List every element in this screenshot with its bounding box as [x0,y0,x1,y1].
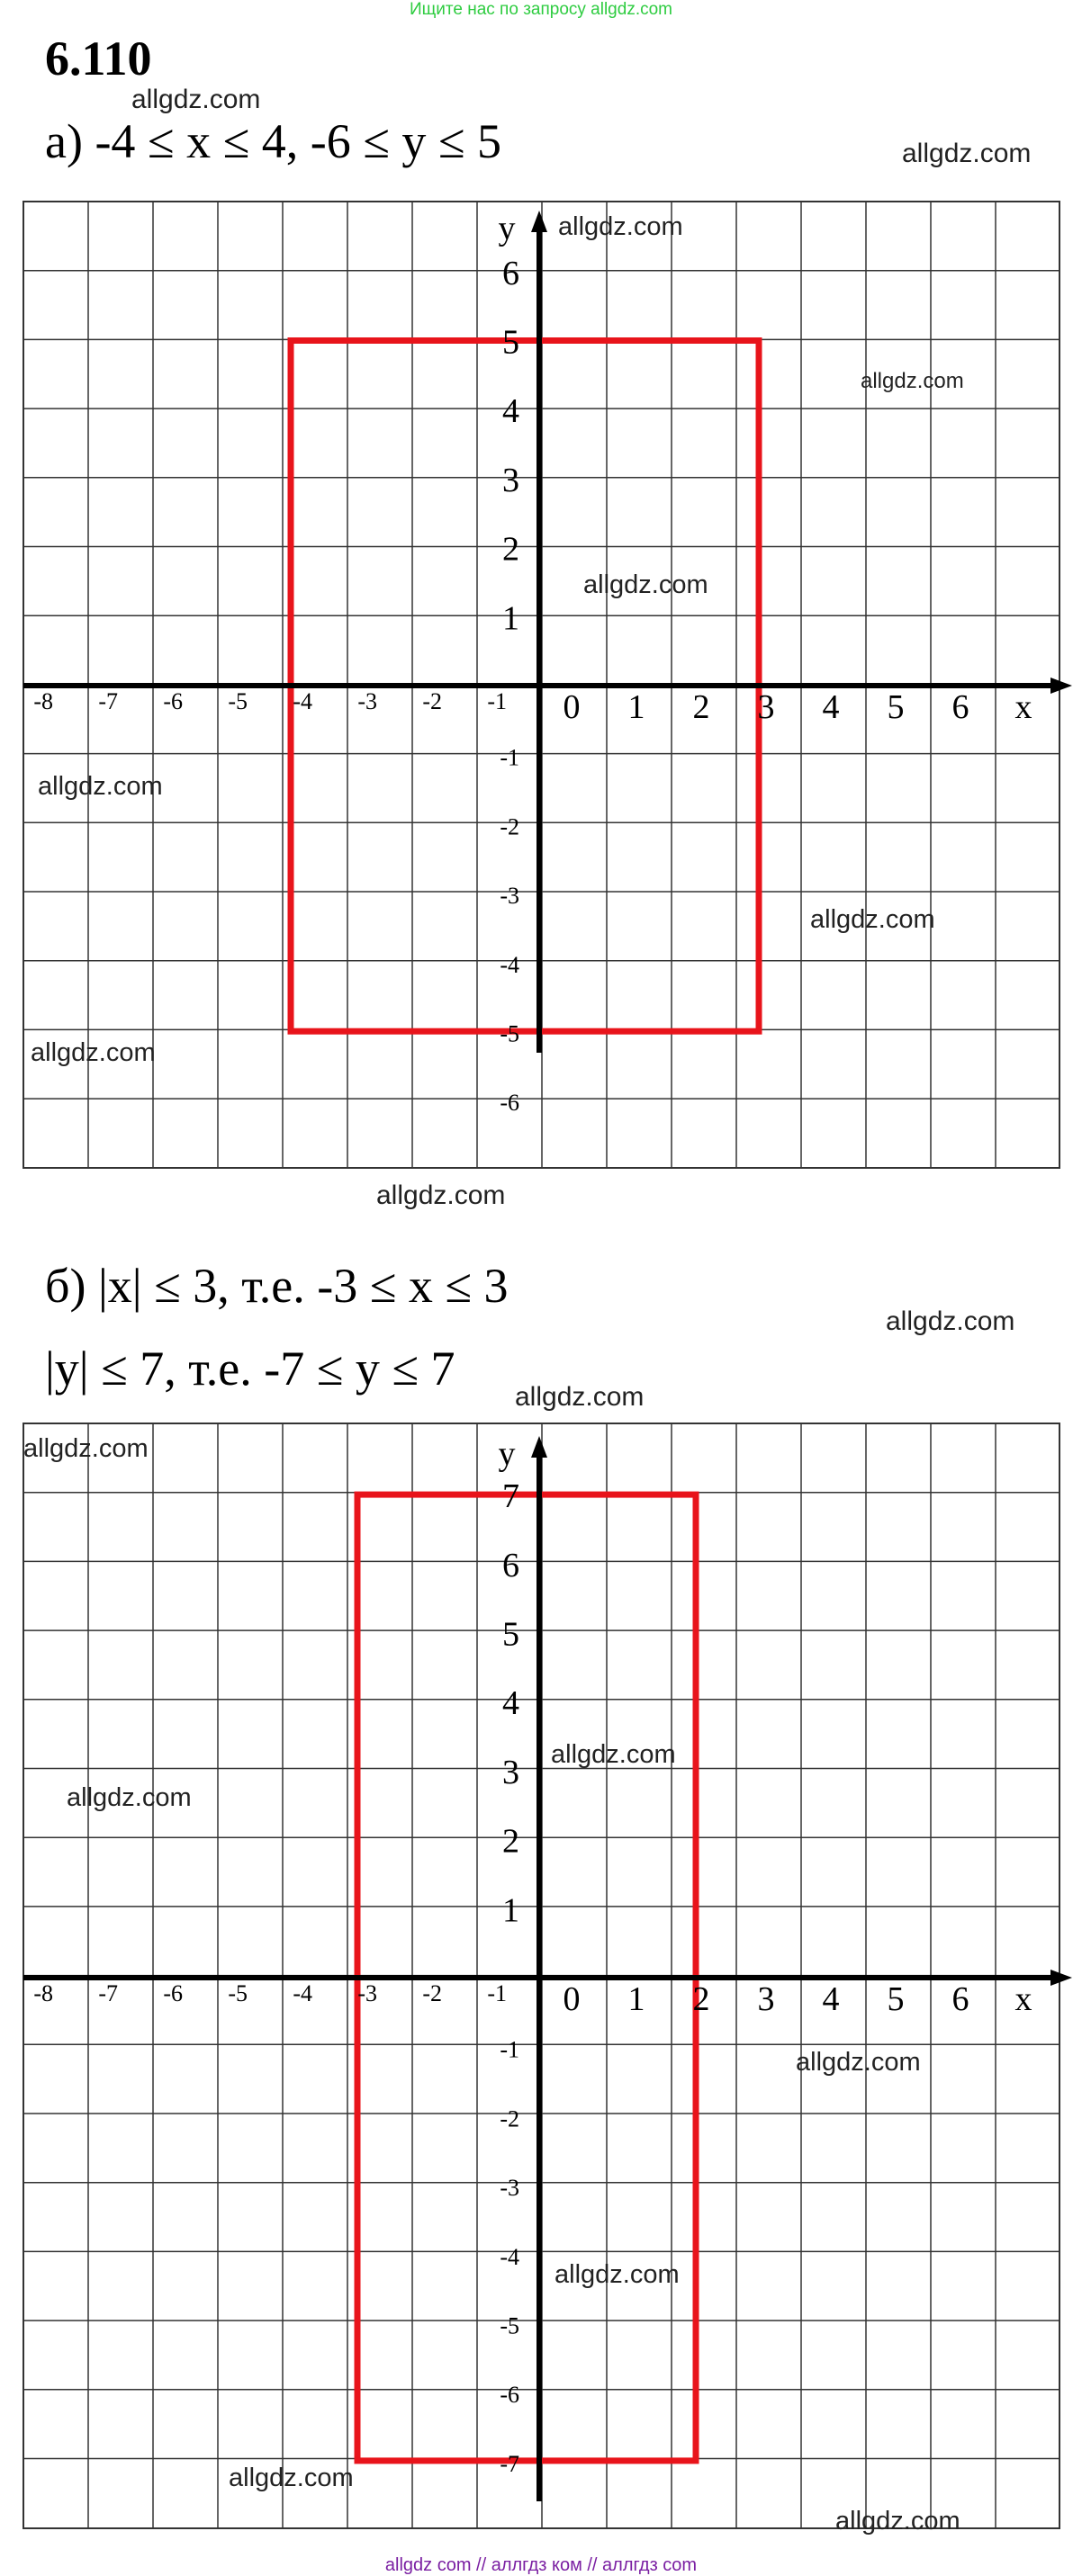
problem-number: 6.110 [45,31,152,85]
watermark: allgdz.com [835,2507,960,2536]
y-tick-label: -5 [500,1020,519,1047]
x-tick-label: 4 [822,1980,840,2018]
y-tick-label: 3 [502,1753,519,1791]
x-tick-label: -2 [422,1980,443,2006]
x-tick-label: 2 [692,688,710,726]
x-tick-label: 6 [951,1980,969,2018]
y-tick-label: -3 [500,883,519,910]
watermark: allgdz.com [583,570,708,599]
y-tick-label: -6 [500,1090,519,1117]
y-axis-arrow [531,211,547,232]
x-tick-label: -5 [228,688,248,714]
x-tick-label: -4 [293,688,313,714]
y-tick-label: -2 [500,813,519,840]
search-banner[interactable]: Ищите нас по запросу allgdz.com [409,0,672,19]
x-tick-label: 1 [627,688,645,726]
x-tick-label: -7 [98,688,119,714]
watermark: allgdz.com [796,2048,921,2077]
y-tick-label: -5 [500,2312,519,2339]
x-axis-label: x [1014,688,1032,726]
x-axis-arrow [1050,1970,1072,1986]
watermark: allgdz.com [131,85,261,114]
x-tick-label: 4 [822,688,840,726]
x-tick-label: 2 [692,1980,710,2018]
y-tick-label: 7 [502,1477,519,1516]
y-tick-label: 6 [502,1546,519,1584]
y-axis-label: y [498,210,516,247]
y-tick-label: 3 [502,461,519,499]
watermark: allgdz.com [810,905,935,934]
x-tick-label: -3 [357,1980,378,2006]
footer-links[interactable]: allgdz com // аллгдз ком // аллгдз com [384,2555,698,2575]
x-tick-label: -6 [163,1980,184,2006]
x-axis-label: x [1014,1980,1032,2018]
y-tick-label: 1 [502,1891,519,1930]
x-tick-label: 5 [887,1980,905,2018]
marks-a [23,210,1072,1116]
y-tick-label: -4 [500,951,519,978]
x-tick-label: -1 [487,1980,508,2006]
y-tick-label: 1 [502,599,519,638]
y-axis-arrow [531,1436,547,1458]
x-tick-label: -8 [33,1980,54,2006]
x-tick-label: 3 [757,688,775,726]
x-tick-label: -2 [422,688,443,714]
y-tick-label: 4 [502,1684,519,1723]
x-tick-label: -6 [163,688,184,714]
x-tick-label: 0 [563,1980,581,2018]
part-b-condition-1: б) |x| ≤ 3, т.е. -3 ≤ x ≤ 3 [45,1259,509,1313]
y-tick-label: -3 [500,2175,519,2202]
marks-b [23,1435,1072,2501]
watermark: allgdz.com [558,212,683,241]
watermark: allgdz.com [551,1740,676,1769]
graph-b [0,1350,1082,2546]
x-tick-label: -8 [33,688,54,714]
x-axis-arrow [1050,678,1072,694]
graph-a [0,0,1082,1188]
watermark: allgdz.com [861,369,964,393]
y-tick-label: -6 [500,2382,519,2409]
watermark: allgdz.com [886,1306,1015,1336]
part-a-condition: а) -4 ≤ x ≤ 4, -6 ≤ y ≤ 5 [45,114,501,168]
x-tick-label: 5 [887,688,905,726]
x-tick-label: 6 [951,688,969,726]
watermark: allgdz.com [515,1382,645,1412]
watermark: allgdz.com [902,139,1032,168]
x-tick-label: 0 [563,688,581,726]
x-tick-label: -1 [487,688,508,714]
x-tick-label: -3 [357,688,378,714]
watermark: allgdz.com [23,1434,149,1463]
x-tick-label: -5 [228,1980,248,2006]
watermark: allgdz.com [38,772,163,801]
x-tick-label: -7 [98,1980,119,2006]
y-tick-label: 6 [502,254,519,292]
x-tick-label: 1 [627,1980,645,2018]
y-tick-label: 2 [502,1822,519,1861]
y-axis-label: y [498,1435,516,1473]
watermark: allgdz.com [67,1783,192,1812]
part-b-condition-2: |y| ≤ 7, т.е. -7 ≤ y ≤ 7 [45,1342,455,1396]
watermark: allgdz.com [376,1180,506,1210]
y-tick-label: 2 [502,530,519,569]
y-tick-label: -7 [500,2450,519,2477]
y-tick-label: -1 [500,744,519,771]
y-tick-label: -1 [500,2036,519,2063]
y-tick-label: 5 [502,323,519,362]
watermark: allgdz.com [229,2464,354,2492]
watermark: allgdz.com [555,2260,680,2289]
watermark: allgdz.com [31,1038,156,1067]
y-tick-label: 4 [502,392,519,431]
y-tick-label: -2 [500,2105,519,2132]
y-tick-label: -4 [500,2243,519,2270]
x-tick-label: -4 [293,1980,313,2006]
x-tick-label: 3 [757,1980,775,2018]
y-tick-label: 5 [502,1615,519,1654]
